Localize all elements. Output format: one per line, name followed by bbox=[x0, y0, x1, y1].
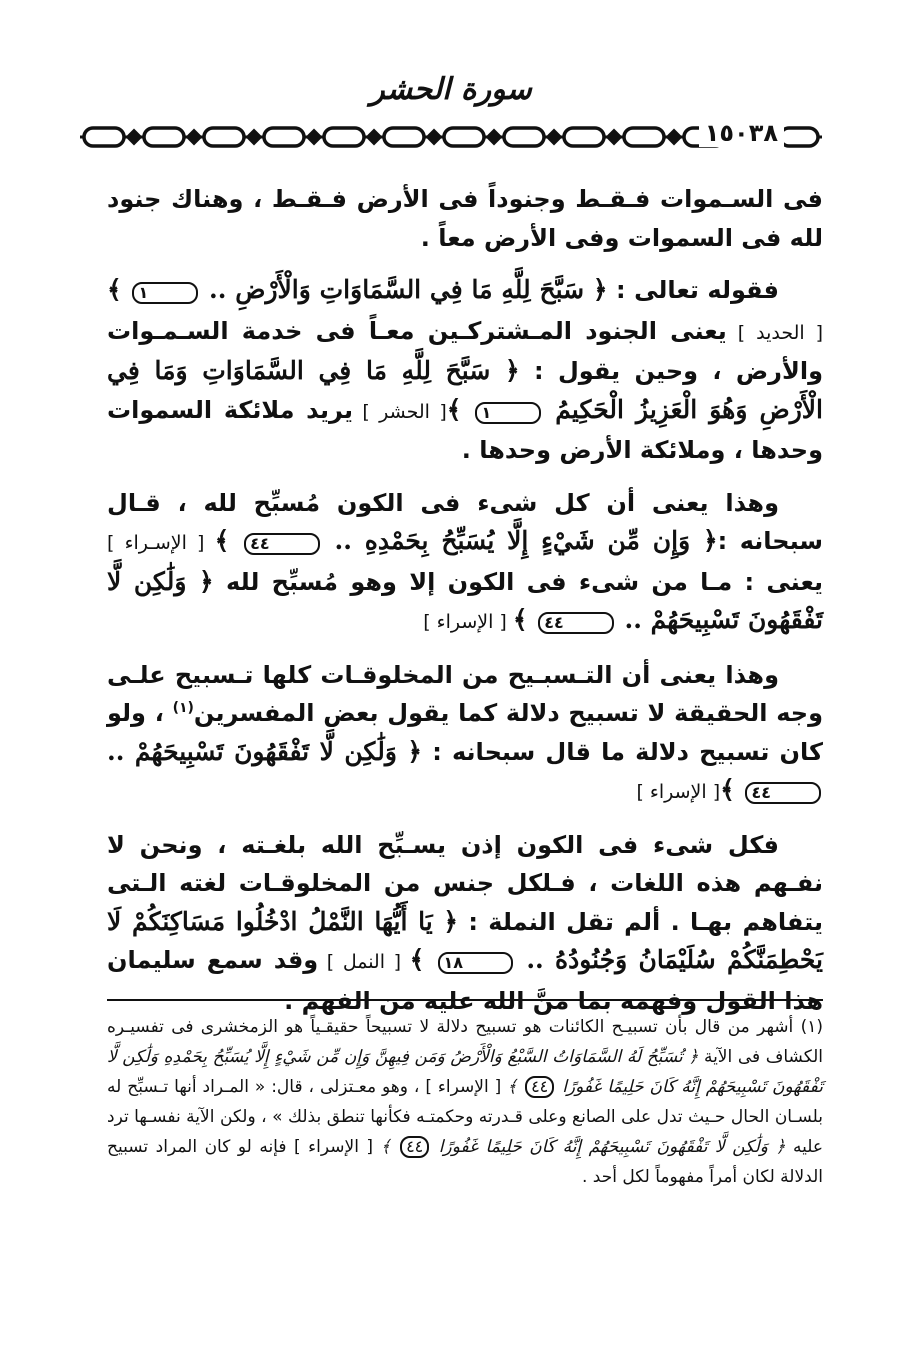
paragraph-text: يعنى الجنود المـشتركـين معـاً فى خدمة السـمـوات والأرض ، وحين يقول : bbox=[107, 316, 824, 385]
chain-diamond bbox=[668, 131, 680, 143]
paragraph-text: ، ولو كان تسبيح دلالة ما قال سبحانه : bbox=[107, 699, 824, 766]
quran-verse: ﴿ يَا أَيُّهَا النَّمْلُ ادْخُلُوا مَسَاكِنَكُمْ لَا يَحْطِمَنَّكُمْ سُلَيْمَانُ وَجُنُودُهُ .. bbox=[107, 906, 823, 974]
chain-link bbox=[780, 128, 818, 146]
quran-verse: ﴿ وَلَٰكِن لَّا تَفْقَهُونَ تَسْبِيحَهُمْ .. bbox=[107, 736, 423, 766]
paragraph-text: يعنى : مـا من شىء فى الكون إلا وهو مُسبِّح لله bbox=[213, 567, 823, 596]
footnote-divider bbox=[107, 999, 823, 1001]
paragraph bbox=[107, 180, 823, 257]
chain-diamond bbox=[488, 131, 500, 143]
verse-close-bracket: ﴾ bbox=[409, 945, 436, 974]
chain-link bbox=[384, 128, 424, 146]
verse-number: ٤٤ bbox=[745, 782, 821, 804]
paragraph-text: فقوله تعالى : bbox=[607, 276, 779, 304]
chain-diamond bbox=[548, 131, 560, 143]
verse-number: ٤٤ bbox=[400, 1136, 429, 1158]
paragraph-text: وهذا يعنى أن التـسبـيح من المخلوقـات كلها تـسبيح علـى وجه الحقيقة لا تسبيح دلالة كما يقول بعض المفسرين bbox=[107, 660, 823, 727]
paragraph-text: وقد سمع سليمان هذا القول وفهمه بما منَّ الله عليه من الفهم . bbox=[107, 946, 823, 1015]
chain-diamond bbox=[308, 131, 320, 143]
verse-number: ٤٤ bbox=[244, 533, 320, 555]
surah-title: سورة الحشر bbox=[370, 72, 532, 107]
quran-verse: ﴿ وَإِن مِّن شَيْءٍ إِلَّا يُسَبِّحُ بِحَمْدِهِ .. bbox=[321, 526, 718, 555]
verse-number: ٤٤ bbox=[538, 612, 614, 634]
page-number: ١٥٠٣٨ bbox=[699, 119, 784, 147]
verse-number: ١ bbox=[475, 402, 541, 424]
footnote-text: [ الإسراء ] فإنه لو كان المراد تسبيح الدلالة لكان أمراً مفهوماً لكل أحد . bbox=[107, 1137, 823, 1187]
footnote-text: (١) أشهر من قال بأن تسبيـح الكائنات هو تسبيح دلالة لا تسبيحاً حقيقـياً هو الزمخشرى فى تفسيـره الكشاف فى الآية bbox=[107, 1017, 823, 1067]
paragraph-text: فكل شىء فى الكون إذن يسـبِّح الله بلغـته ، ونحن لا نفـهم هذه اللغات ، فـلكل جنس من المخلوقـات لغته الـتى يتفاهم بهـا . ألم تقل النملة : bbox=[107, 830, 823, 936]
chain-link bbox=[204, 128, 244, 146]
chain-link bbox=[324, 128, 364, 146]
verse-number: ٤٤ bbox=[525, 1076, 554, 1098]
chain-link bbox=[564, 128, 604, 146]
verse-number: ١ bbox=[132, 282, 198, 304]
surah-reference: [ النمل ] bbox=[318, 951, 410, 973]
main-text bbox=[107, 180, 823, 1034]
surah-reference: [ الإسراء ] bbox=[636, 781, 721, 803]
chain-link bbox=[84, 128, 124, 146]
quran-verse: ﴿ سَبَّحَ لِلَّهِ مَا فِي السَّمَاوَاتِ وَالْأَرْضِ .. bbox=[200, 275, 608, 304]
footnote-text: [ الإسراء ] ، وهو معـتزلى ، قال: « المـراد أنها تـسبِّح له بلسـان الحال حـيث تدل على الصانع وعلى قـدرته وحكمتـه فكأنها تنطق بذلك » ، ولكن الآية نفسـها ترد عليه bbox=[107, 1077, 823, 1157]
surah-reference: [ الحديد ] bbox=[726, 321, 824, 344]
verse-number: ١٨ bbox=[438, 952, 514, 974]
verse-close-bracket: ﴾ bbox=[214, 526, 243, 555]
quran-verse: ﴿ وَلَٰكِن لَّا تَفْقَهُونَ تَسْبِيحَهُمْ .. bbox=[107, 566, 823, 634]
quran-verse: ﴿ وَلَٰكِن لَّا تَفْقَهُونَ تَسْبِيحَهُمْ إِنَّهُ كَانَ حَلِيمًا غَفُورًا bbox=[431, 1137, 786, 1157]
chain-link bbox=[504, 128, 544, 146]
page-header bbox=[80, 70, 822, 160]
paragraph-text: فى السـموات فـقـط وجنوداً فى الأرض فـقـط ، وهناك جنود لله فى السموات وفى الأرض معاً . bbox=[107, 185, 823, 252]
chain-link bbox=[624, 128, 664, 146]
footnote-marker[interactable]: (١) bbox=[172, 700, 194, 716]
chain-link bbox=[444, 128, 484, 146]
verse-close-bracket: ﴾ bbox=[507, 1077, 524, 1097]
surah-reference: [ الإسـراء ] bbox=[107, 532, 215, 554]
chain-diamond bbox=[188, 131, 200, 143]
verse-close-bracket: ﴾ bbox=[107, 275, 131, 304]
verse-close-bracket: ﴾ bbox=[720, 775, 744, 804]
quran-verse: ﴿ تُسَبِّحُ لَهُ السَّمَاوَاتُ السَّبْعُ وَالْأَرْضُ وَمَن فِيهِنَّ وَإِن مِّن شَيْءٍ إِلَّا يُسَبِّحُ بِحَمْدِهِ وَلَٰكِن لَّا تَفْقَهُونَ تَسْبِيحَهُمْ إِنَّهُ كَانَ حَلِيمًا غَفُورًا bbox=[107, 1047, 823, 1097]
paragraph bbox=[107, 656, 823, 812]
paragraph-text: يريد ملائكة السموات وحدها ، وملائكة الأرض وحدها . bbox=[107, 395, 823, 464]
chain-diamond bbox=[428, 131, 440, 143]
chain-diamond bbox=[368, 131, 380, 143]
surah-reference: [ الحشر ] bbox=[352, 400, 447, 423]
paragraph-text: وهذا يعنى أن كل شىء فى الكون مُسبِّح لله ، قـال سبحانه : bbox=[107, 488, 823, 555]
paragraph bbox=[107, 484, 823, 642]
verse-close-bracket: ﴾ bbox=[512, 605, 537, 634]
verse-close-bracket: ﴾ bbox=[380, 1137, 399, 1157]
footnote bbox=[107, 1012, 823, 1192]
chain-diamond bbox=[128, 131, 140, 143]
chain-diamond bbox=[608, 131, 620, 143]
paragraph bbox=[107, 826, 823, 1021]
chain-diamond bbox=[248, 131, 260, 143]
chain-link bbox=[264, 128, 304, 146]
verse-close-bracket: ﴾ bbox=[446, 394, 474, 424]
quran-verse: ﴿ سَبَّحَ لِلَّهِ مَا فِي السَّمَاوَاتِ وَمَا فِي الْأَرْضِ وَهُوَ الْعَزِيزُ الْحَكِيمُ bbox=[107, 356, 823, 424]
paragraph bbox=[107, 271, 823, 470]
chain-link bbox=[144, 128, 184, 146]
surah-reference: [ الإسراء ] bbox=[423, 611, 513, 633]
